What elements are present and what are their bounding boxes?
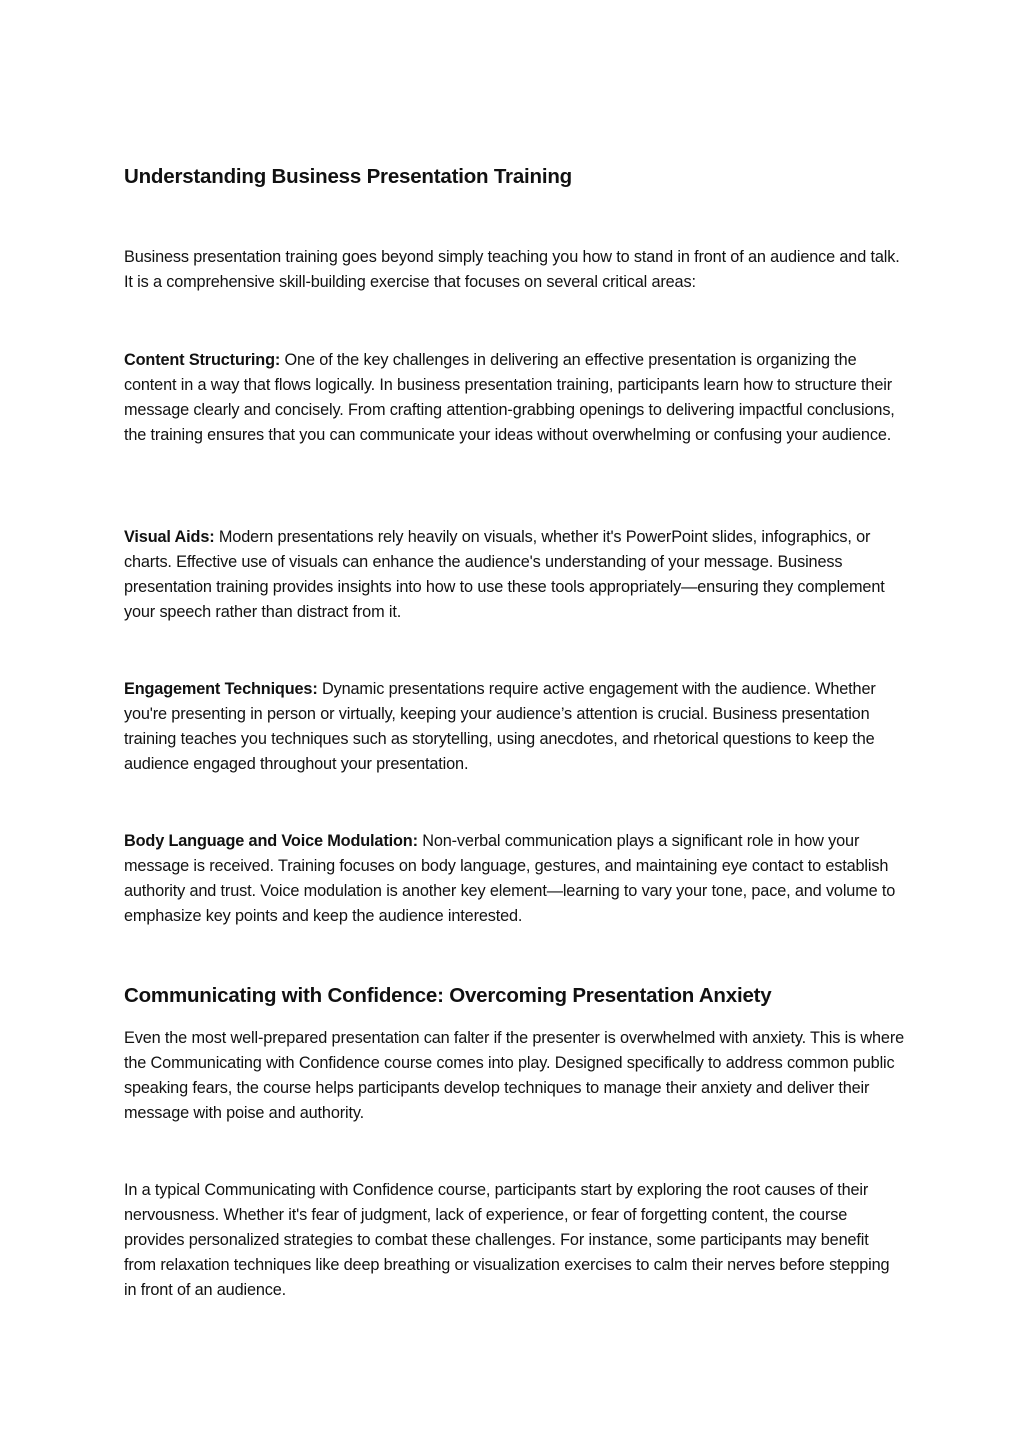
area-term: Engagement Techniques:	[124, 680, 318, 698]
confidence-paragraph-1: Even the most well-prepared presentation can falter if the presenter is overwhelmed with anxiety. This is where the Communicating with Confidence course comes into play. Designed specifically to address common public speaking fears, the course helps participants develop techniques to manage their anxiety and deliver their message with poise and authority.	[124, 1029, 905, 1122]
area-paragraph-content-structuring	[124, 348, 904, 448]
area-text: Dynamic presentations require active engagement with the audience. Whether you're presenting in person or virtually, keeping your audience’s attention is crucial. Business presentation training teaches you techniques such as storytelling, using anecdotes, and rhetorical questions to keep the audience engaged throughout your presentation.	[124, 680, 876, 773]
area-paragraph-body-language	[124, 829, 904, 929]
intro-paragraph: Business presentation training goes beyond simply teaching you how to stand in front of an audience and talk. It is a comprehensive skill-building exercise that focuses on several critical areas:	[124, 248, 900, 291]
area-text: Non-verbal communication plays a significant role in how your message is received. Training focuses on body language, gestures, and maintaining eye contact to establish authority and trust. Voice modulation is another key element—learning to vary your tone, pace, and volume to emphasize key points and keep the audience interested.	[124, 832, 896, 925]
section-heading-business-presentation-training: Understanding Business Presentation Training	[124, 165, 572, 188]
area-term: Visual Aids:	[124, 528, 215, 546]
confidence-paragraph-2: In a typical Communicating with Confidence course, participants start by exploring the root causes of their nervousness. Whether it's fear of judgment, lack of experience, or fear of forgetting content, the course provides personalized strategies to combat these challenges. For instance, some participants may benefit from relaxation techniques like deep breathing or visualization exercises to calm their nerves before stepping in front of an audience.	[124, 1181, 890, 1299]
area-term: Body Language and Voice Modulation:	[124, 832, 418, 850]
area-term: Content Structuring:	[124, 351, 281, 369]
section-heading-communicating-with-confidence: Communicating with Confidence: Overcoming Presentation Anxiety	[124, 984, 772, 1007]
area-paragraph-engagement-techniques	[124, 677, 904, 777]
area-text: Modern presentations rely heavily on visuals, whether it's PowerPoint slides, infographics, or charts. Effective use of visuals can enhance the audience's understanding of your message. Business presentation training provides insights into how to use these tools appropriately—ensuring they complement your speech rather than distract from it.	[124, 528, 885, 621]
area-text: One of the key challenges in delivering an effective presentation is organizing the content in a way that flows logically. In business presentation training, participants learn how to structure their message clearly and concisely. From crafting attention-grabbing openings to delivering impactful conclusions, the training ensures that you can communicate your ideas without overwhelming or confusing your audience.	[124, 351, 895, 444]
area-paragraph-visual-aids	[124, 525, 904, 625]
